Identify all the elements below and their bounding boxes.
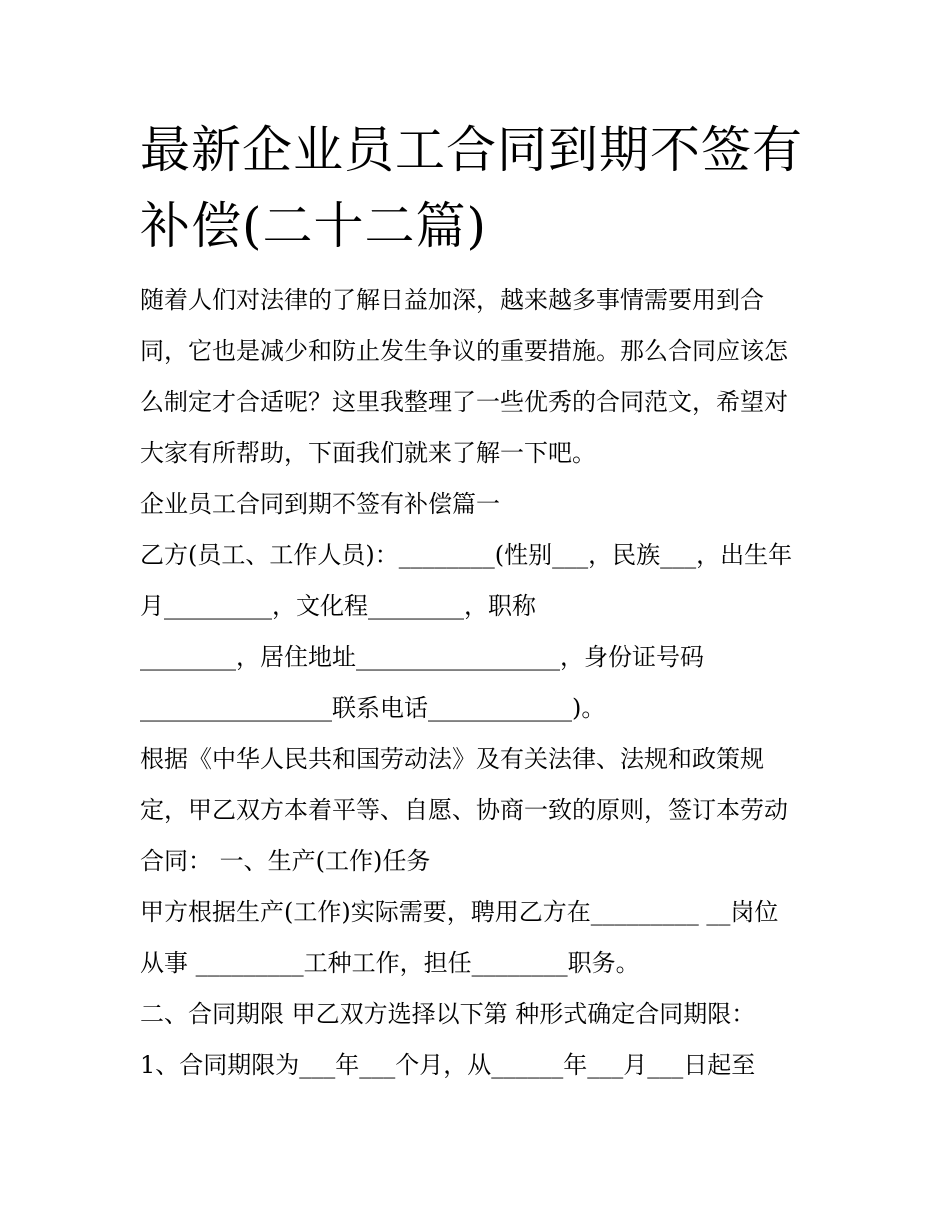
intro-line-1: 随着人们对法律的了解日益加深，越来越多事情需要用到合 — [140, 286, 764, 314]
task-line-2: 从事 _________工种工作，担任________职务。 — [140, 949, 640, 977]
document-title — [140, 112, 830, 264]
intro-line-4: 大家有所帮助，下面我们就来了解一下吧。 — [140, 439, 596, 467]
intro-line-2: 同，它也是减少和防止发生争议的重要措施。那么合同应该怎 — [140, 337, 788, 365]
title-line-2: 补偿(二十二篇) — [140, 197, 488, 255]
title-line-1: 最新企业员工合同到期不签有 — [140, 121, 803, 179]
basis-line-2: 定，甲乙双方本着平等、自愿、协商一致的原则，签订本劳动 — [140, 796, 788, 824]
party-b-line-3: ________，居住地址_________________，身份证号码 — [140, 643, 704, 671]
term-heading: 二、合同期限 甲乙双方选择以下第 种形式确定合同期限： — [140, 1000, 756, 1028]
party-b-line-4: ________________联系电话____________)。 — [140, 694, 606, 722]
task-line-1: 甲方根据生产(工作)实际需要，聘用乙方在_________ __岗位 — [140, 898, 779, 926]
intro-line-3: 么制定才合适呢？这里我整理了一些优秀的合同范文，希望对 — [140, 388, 788, 416]
basis-line-1: 根据《中华人民共和国劳动法》及有关法律、法规和政策规 — [140, 745, 764, 773]
term-line-1: 1、合同期限为___年___个月，从______年___月___日起至 — [140, 1051, 756, 1079]
party-b-line-1: 乙方(员工、工作人员)：________(性别___，民族___，出生年 — [140, 541, 793, 569]
section-heading: 企业员工合同到期不签有补偿篇一 — [140, 490, 500, 518]
basis-line-3: 合同： 一、生产(工作)任务 — [140, 847, 431, 875]
party-b-line-2: 月_________，文化程________，职称 — [140, 592, 536, 620]
